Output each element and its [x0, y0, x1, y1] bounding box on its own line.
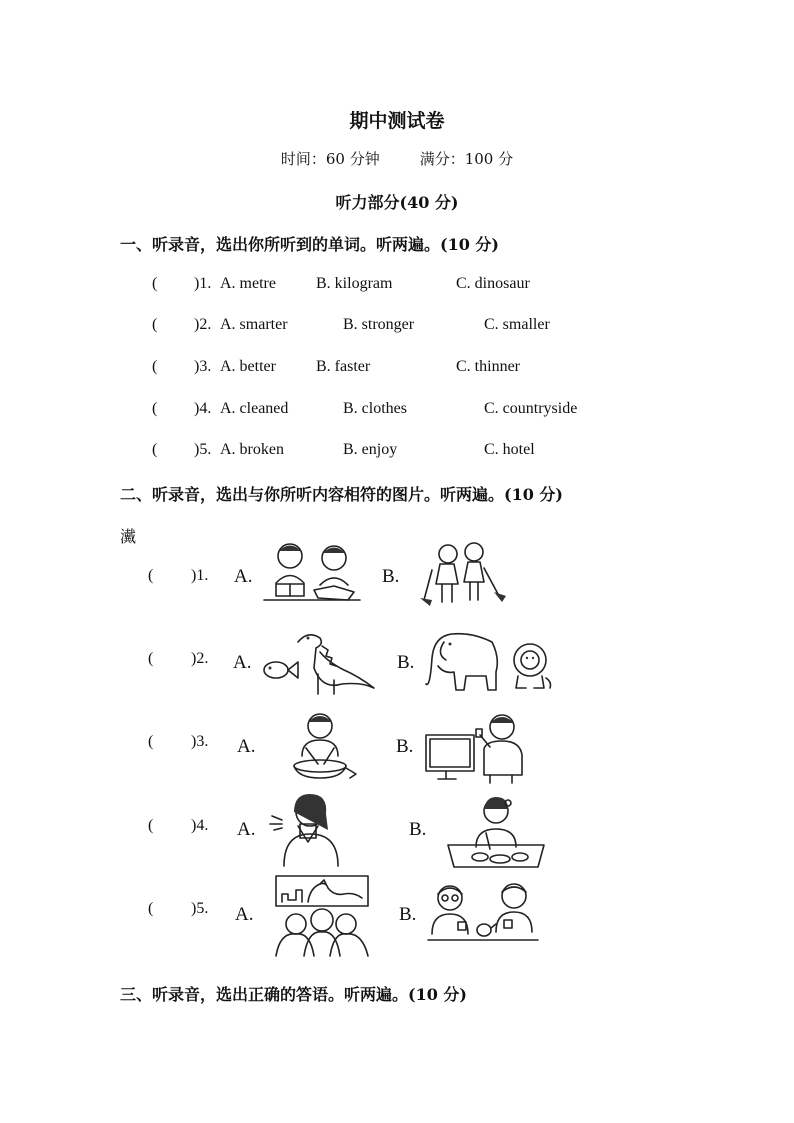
boy-watching-tv-icon: [424, 705, 534, 785]
option-a: A. cleaned: [220, 400, 289, 417]
option-c: C. thinner: [456, 358, 520, 375]
question-number: )2.: [191, 650, 209, 667]
answer-paren: (: [152, 316, 158, 333]
option-c: C. dinosaur: [456, 275, 530, 292]
option-b-label: B.: [396, 736, 414, 757]
part-title: 听力部分(40 分): [335, 193, 459, 212]
section3-heading: 三、听录音，选出正确的答语。听两遍。(10 分): [120, 985, 467, 1004]
option-a-label: A.: [237, 819, 256, 840]
option-c: C. hotel: [484, 441, 535, 458]
answer-paren: (: [148, 817, 154, 834]
option-b-label: B.: [382, 566, 400, 587]
section1-heading: 一、听录音，选出你所听到的单词。听两遍。(10 分): [120, 235, 499, 254]
question-number: )5.: [191, 900, 209, 917]
answer-paren: (: [148, 733, 154, 750]
option-a-label: A.: [234, 566, 253, 587]
question-number: )5.: [194, 441, 212, 458]
elephant-and-lion-icon: [422, 628, 554, 694]
option-a: A. broken: [220, 441, 284, 458]
fish-and-dinosaur-icon: [262, 628, 376, 696]
option-a-label: A.: [237, 736, 256, 757]
option-a: A. metre: [220, 275, 276, 292]
page-title: 期中测试卷: [349, 110, 445, 132]
answer-paren: (: [148, 900, 154, 917]
question-number: )2.: [194, 316, 212, 333]
option-b: B. stronger: [343, 316, 415, 333]
girl-sneezing-icon: [268, 790, 348, 866]
option-c: C. smaller: [484, 316, 550, 333]
option-a: A. better: [220, 358, 276, 375]
option-c: C. countryside: [484, 400, 578, 417]
exam-meta: [0, 148, 794, 169]
boy-washing-clothes-icon: [280, 708, 360, 780]
children-reading-icon: [262, 538, 362, 604]
children-sweeping-icon: [418, 540, 508, 608]
option-b-label: B.: [397, 652, 415, 673]
option-b: B. clothes: [343, 400, 407, 417]
grandparents-drinking-tea-icon: [428, 880, 540, 946]
answer-paren: (: [148, 567, 154, 584]
option-a: A. smarter: [220, 316, 288, 333]
question-number: )1.: [194, 275, 212, 292]
question-number: )4.: [194, 400, 212, 417]
option-b: B. faster: [316, 358, 371, 375]
time-label: 时间：60 分钟: [280, 150, 380, 168]
section2-heading: 二、听录音，选出与你所听内容相符的图片。听两遍。(10 分): [120, 485, 563, 504]
question-number: )3.: [194, 358, 212, 375]
option-b: B. kilogram: [316, 275, 393, 292]
audience-watching-film-icon: [274, 874, 370, 956]
answer-paren: (: [148, 650, 154, 667]
option-b-label: B.: [409, 819, 427, 840]
score-label: 满分：100 分: [419, 150, 514, 168]
answer-paren: (: [152, 441, 158, 458]
option-b-label: B.: [399, 904, 417, 925]
question-number: )1.: [191, 567, 209, 584]
question-number: )4.: [191, 817, 209, 834]
girl-eating-icon: [446, 793, 546, 869]
option-a-label: A.: [235, 904, 254, 925]
option-b: B. enjoy: [343, 441, 398, 458]
stray-character: 瀻: [120, 527, 137, 546]
answer-paren: (: [152, 358, 158, 375]
question-number: )3.: [191, 733, 209, 750]
option-a-label: A.: [233, 652, 252, 673]
answer-paren: (: [152, 400, 158, 417]
answer-paren: (: [152, 275, 158, 292]
